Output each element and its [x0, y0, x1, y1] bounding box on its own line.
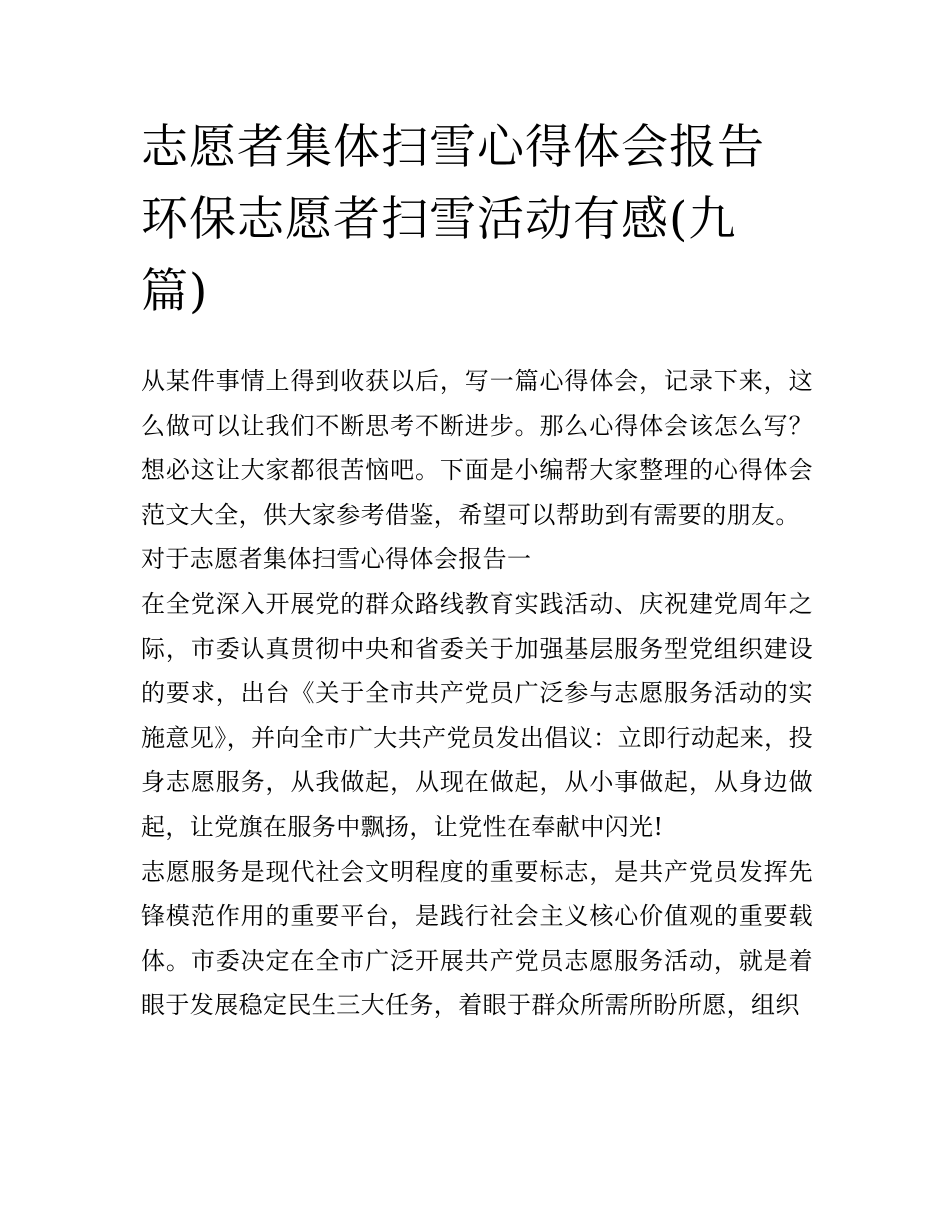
document-title: 志愿者集体扫雪心得体会报告环保志愿者扫雪活动有感(九篇) — [141, 120, 765, 319]
section-heading: 对于志愿者集体扫雪心得体会报告一 — [141, 545, 532, 574]
paragraph-body: 志愿服务是现代社会文明程度的重要标志，是共产党员发挥先锋模范作用的重要平台，是践行社会主义核心价值观的重要载体。市委决定在全市广泛开展共产党员志愿服务活动，就是着眼于发展稳定民生三大任务，着眼于群众所需所盼所愿，组织 — [141, 857, 813, 1020]
paragraph-intro: 从某件事情上得到收获以后，写一篇心得体会，记录下来，这么做可以让我们不断思考不断进步。那么心得体会该怎么写？想必这让大家都很苦恼吧。下面是小编帮大家整理的心得体会范文大全，供大家参考借鉴，希望可以帮助到有需要的朋友。 — [141, 367, 813, 529]
document-body — [141, 359, 813, 1028]
paragraph-body: 在全党深入开展党的群众路线教育实践活动、庆祝建党周年之际，市委认真贯彻中央和省委关于加强基层服务型党组织建设的要求，出台《关于全市共产党员广泛参与志愿服务活动的实施意见》，并向全市广大共产党员发出倡议：立即行动起来，投身志愿服务，从我做起，从现在做起，从小事做起，从身边做起，让党旗在服务中飘扬，让党性在奉献中闪光! — [141, 589, 813, 841]
